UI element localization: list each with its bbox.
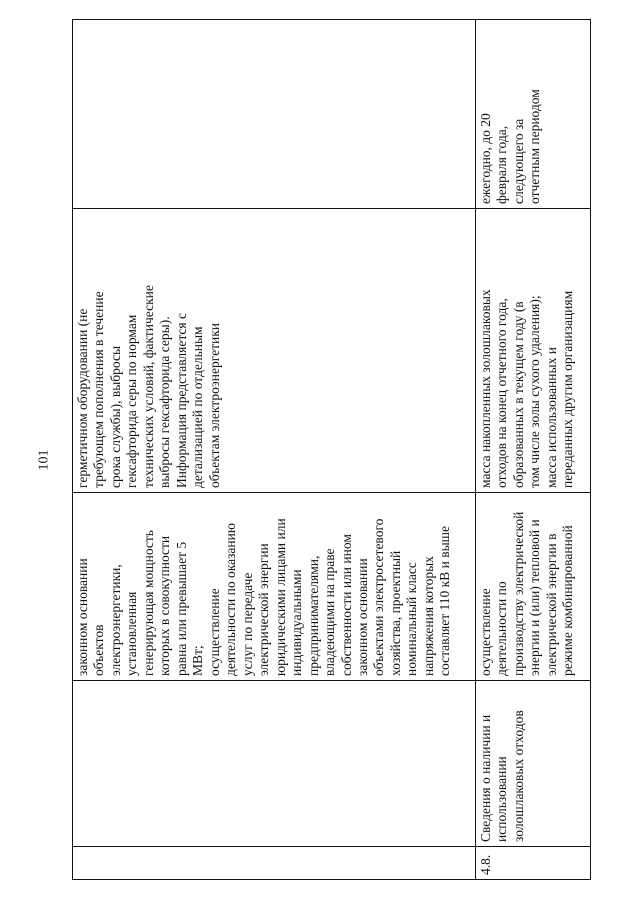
text-line: равна или превышает 5 [173,541,189,676]
text-line: которых в совокупности [157,535,173,676]
subject-cell [476,493,591,681]
table-row [73,20,476,880]
text-line: электроэнергетики, [107,564,123,676]
text-line: Информация представляется с [173,313,189,488]
text-line: образованных в текущем году (в [510,301,526,488]
text-line: юридическими лицами или [272,518,288,676]
text-line: масса накопленных золошлаковых [478,289,493,488]
text-line: напряжения которых [420,556,436,676]
item-number-cell: 4.8. [476,847,591,880]
text-line: масса использованных и [543,347,559,488]
text-line: гексафторида серы по нормам [124,314,140,488]
text-line: индивидуальными [289,569,305,676]
deadline-cell [476,20,591,209]
text-line: герметичном оборудовании (не [75,308,90,488]
text-line: отходов на конец отчетного года, [494,298,510,488]
table-row [476,20,591,880]
item-name-cell [73,681,476,847]
text-line: Сведения о наличии и [478,714,493,842]
text-line: том числе золы сухого удаления); [527,295,543,488]
text-line: МВт; [190,645,206,676]
item-number-cell [73,847,476,880]
text-line: режиме комбинированной [560,525,576,676]
text-line: услуг по передаче [239,572,255,676]
content-cell [476,209,591,493]
content-cell [73,209,476,493]
text-line: использовании [494,756,510,842]
subject-cell [73,493,476,681]
text-line: законном основании [75,558,90,676]
item-name-cell [476,681,591,847]
text-line: ежегодно, до 20 [478,113,493,204]
text-line: собственности или ином [338,534,354,676]
text-line: отчетным периодом [527,89,543,204]
text-line: установленная [124,591,140,676]
text-line: осуществление [206,588,222,676]
text-line: февраля года, [494,125,510,204]
deadline-cell [73,20,476,209]
text-line: объектам электроэнергетики [206,322,222,488]
text-line: следующего за [510,118,526,204]
text-line: хозяйства, проектный [387,550,403,676]
text-line: номинальный класс [404,562,420,676]
text-line: электрической энергии в [543,533,559,676]
text-line: детализацией по отдельным [190,326,206,488]
text-line: владеющими на праве [322,548,338,676]
text-line: производству электрической [510,511,526,676]
page-number: 101 [36,449,52,471]
text-line: срока службы), выбросы [107,345,123,488]
text-line: энергии и (или) тепловой и [527,519,543,676]
text-line: деятельности по [494,581,510,676]
text-line: технических условий, фактические [140,285,156,488]
text-line: составляет 110 кВ и выше [437,525,453,676]
requirements-table [72,19,591,880]
text-line: генерирующая мощность [140,530,156,676]
text-line: объектами электросетевого [371,518,387,676]
text-line: золошлаковых отходов [510,710,526,842]
text-line: требующем пополнения в течение [91,291,107,488]
text-line: законном основании [354,558,370,676]
text-line: деятельности по оказанию [223,523,239,676]
text-line: предпринимателями, [305,555,321,676]
text-line: переданных другим организациям [560,290,576,488]
text-line: объектов [91,624,107,676]
text-line: осуществление [478,588,493,676]
rotated-table-wrapper [72,20,584,880]
text-line: электрической энергии [256,543,272,676]
text-line: выбросы гексафторида серы). [157,316,173,488]
